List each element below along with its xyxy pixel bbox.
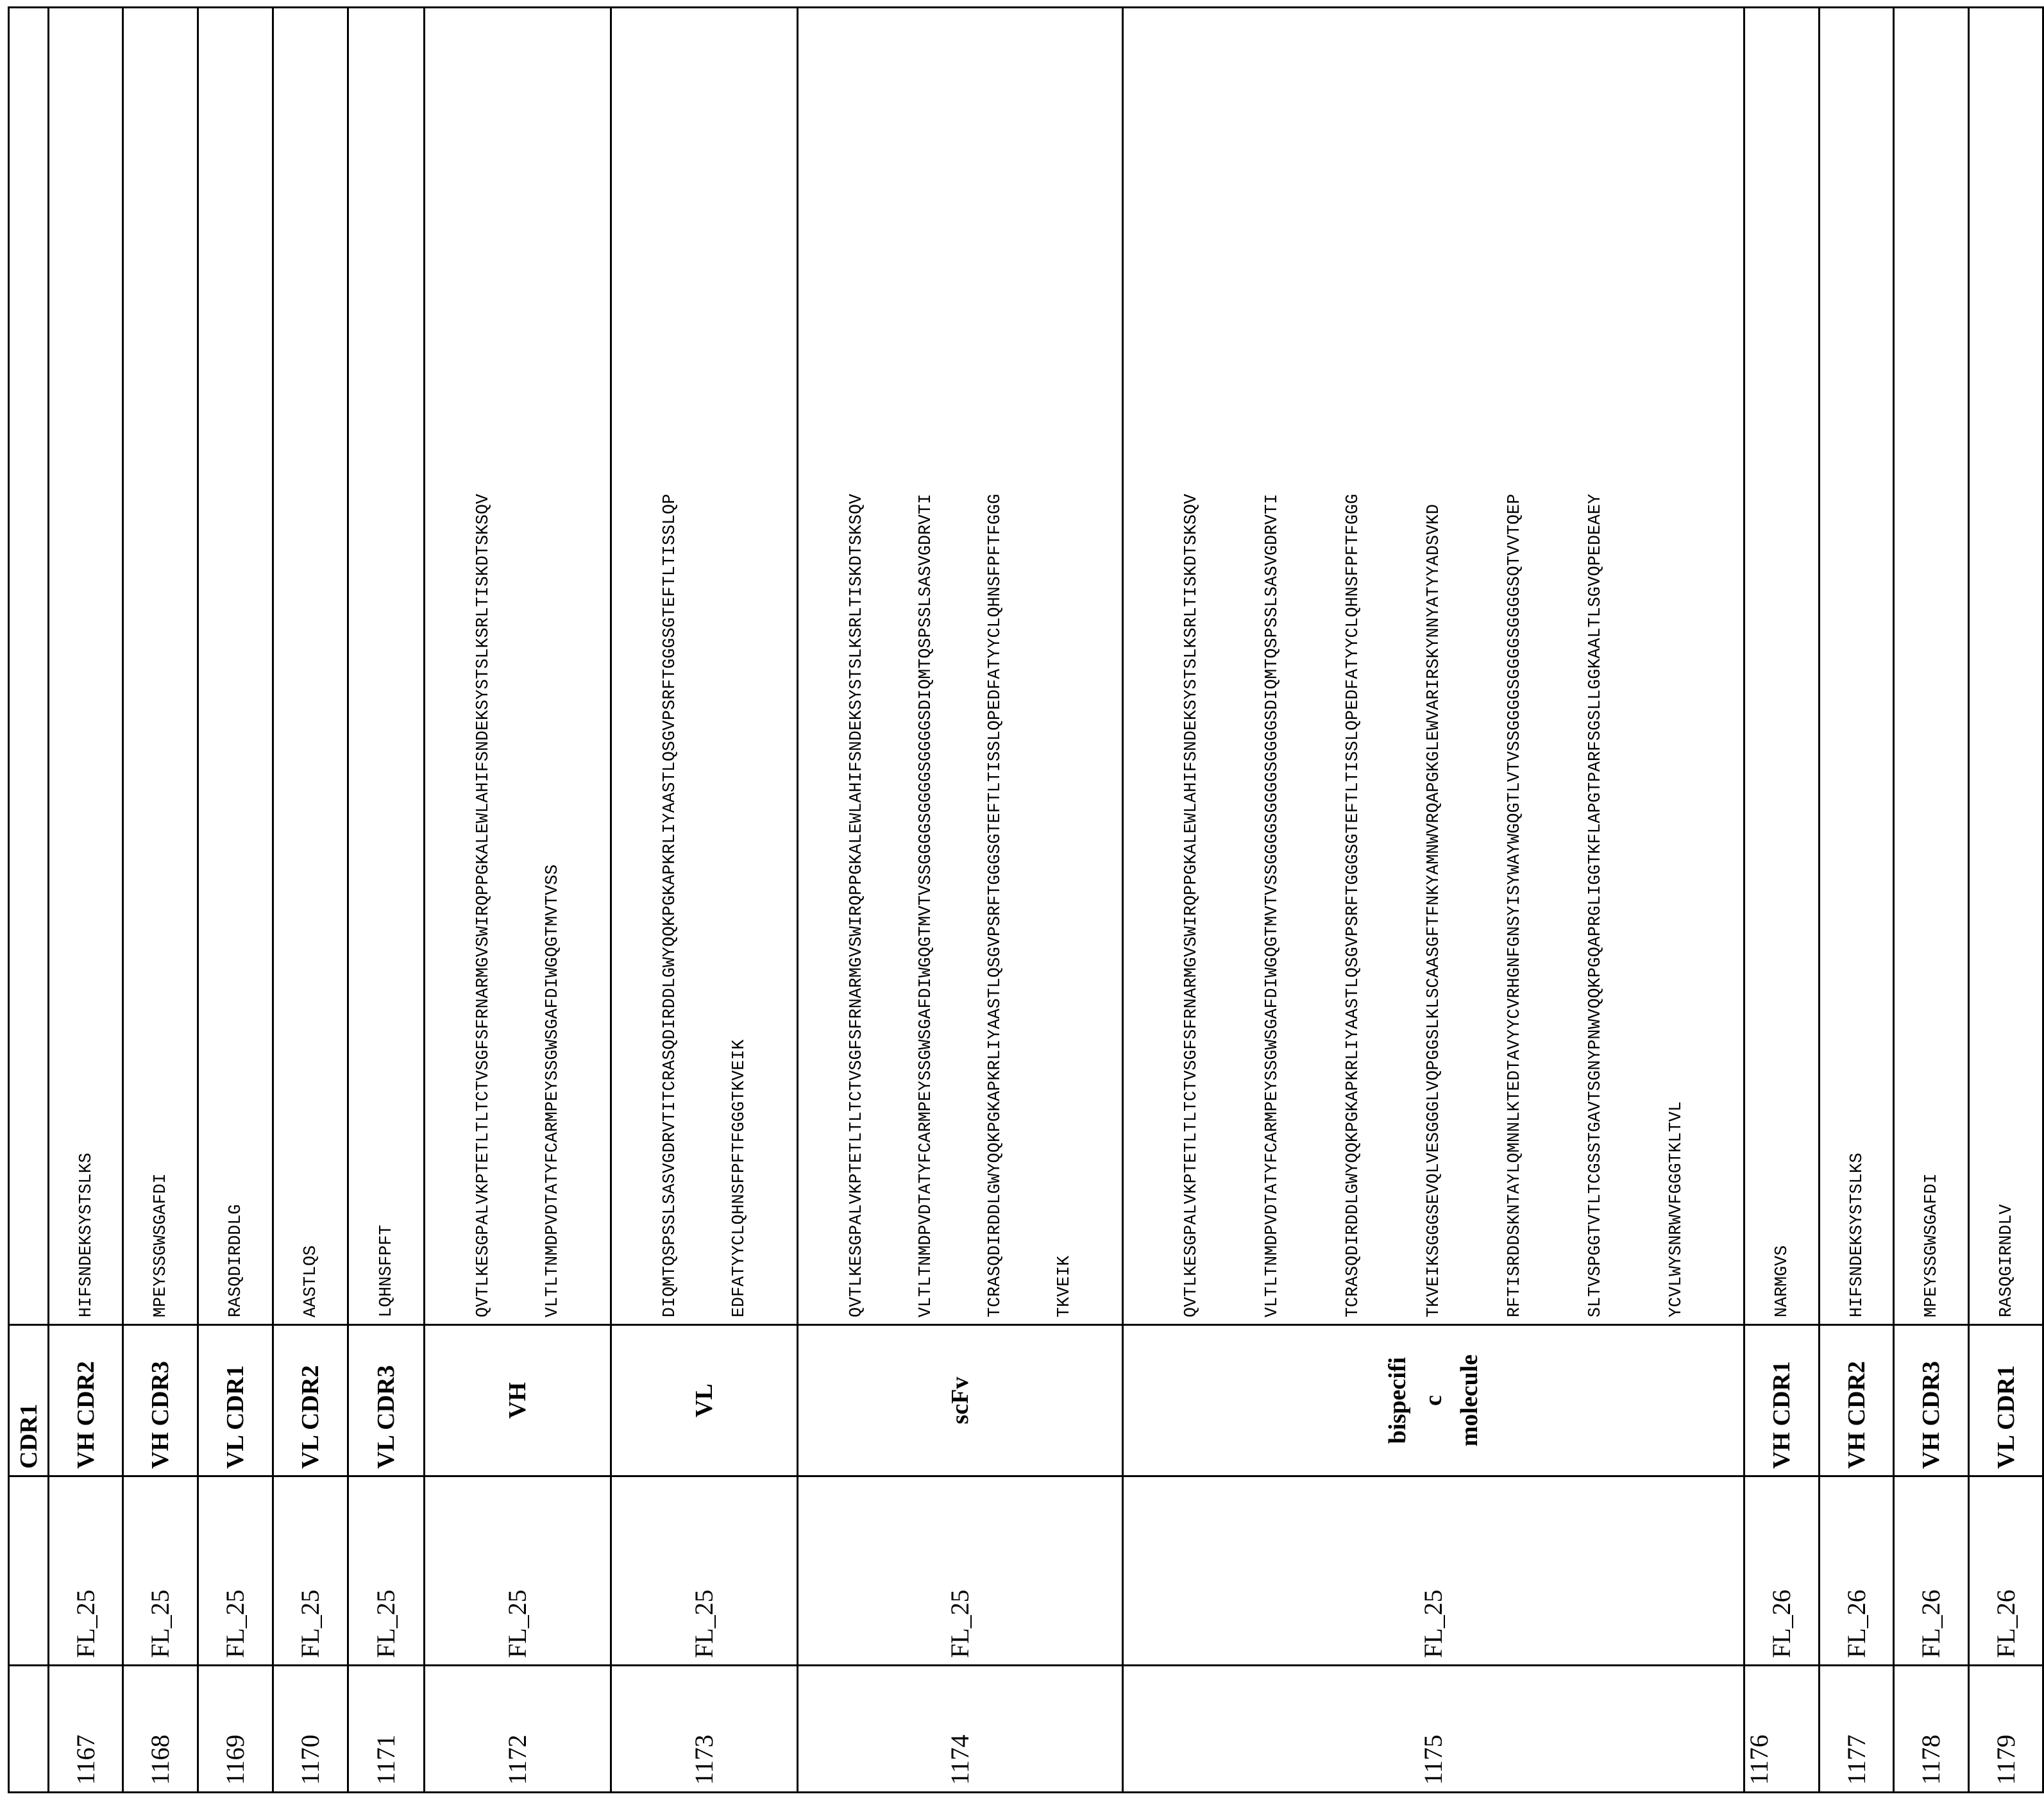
sequence-cell: NARMGVS bbox=[1744, 8, 1820, 1325]
molecule-name-cell: FL_25 bbox=[425, 1476, 611, 1666]
seq-id-cell: 1178 bbox=[1894, 1666, 1969, 1793]
seq-id-cell: 1169 bbox=[198, 1666, 273, 1793]
rotated-page bbox=[8, 8, 2020, 1793]
sequence-cell: RASQDIRDDLG bbox=[198, 8, 273, 1325]
seq-id-cell: 1179 bbox=[1969, 1666, 2043, 1793]
region-type-cell: VH CDR2 bbox=[49, 1325, 123, 1476]
molecule-name-cell: FL_25 bbox=[273, 1476, 348, 1666]
table-row bbox=[611, 8, 798, 1793]
table-row bbox=[198, 8, 273, 1793]
table-row bbox=[273, 8, 348, 1793]
seq-id-cell: 1168 bbox=[123, 1666, 198, 1793]
molecule-name-cell: FL_26 bbox=[1744, 1476, 1820, 1666]
molecule-name-cell: FL_25 bbox=[49, 1476, 123, 1666]
region-type-cell: VH CDR2 bbox=[1820, 1325, 1894, 1476]
molecule-name-cell bbox=[9, 1476, 49, 1666]
molecule-name-cell: FL_25 bbox=[1123, 1476, 1744, 1666]
sequence-cell: LQHNSFPFT bbox=[348, 8, 425, 1325]
region-type-cell: VH bbox=[425, 1325, 611, 1476]
seq-id-cell: 1170 bbox=[273, 1666, 348, 1793]
region-type-cell: bispecifi c molecule bbox=[1123, 1325, 1744, 1476]
seq-id-cell: 1176 bbox=[1744, 1666, 1820, 1793]
table-row bbox=[348, 8, 425, 1793]
seq-id-cell: 1167 bbox=[49, 1666, 123, 1793]
sequence-cell: MPEYSSGWSGAFDI bbox=[1894, 8, 1969, 1325]
table-row bbox=[49, 8, 123, 1793]
molecule-name-cell: FL_25 bbox=[123, 1476, 198, 1666]
table-row bbox=[1744, 8, 1820, 1793]
region-type-cell: VH CDR3 bbox=[123, 1325, 198, 1476]
region-type-cell: VL CDR1 bbox=[1969, 1325, 2043, 1476]
sequence-table bbox=[8, 6, 2044, 1793]
table-row bbox=[1123, 8, 1744, 1793]
region-type-cell: VL CDR3 bbox=[348, 1325, 425, 1476]
table-row bbox=[123, 8, 198, 1793]
sequence-cell: QVTLKESGPALVKPTETLTLTCTVSGFSFRNARMGVSWIRQPPGKALEWLAHIFSNDEKSYSTSLKSRLTISKDTSKSQV VLTLTNMDPVDTATYFCARMPEYSSGWSGAFDIWGQGTMVTVSSGGGGSGGGGSGGGGSDIQMTQSPSSLSASVGDRVTI TCRASQDIRDDLGWYQQKPGKAPKRLIYAASTLQSGVPSRFTGGGSGTEFTLTISSLQPEDFATYYCLQHNSFPFTFGGG TKVEIKSGGGSEVQLVESGGGLVQPGGSLKLSCAASGFTFNKYAMNWVRQAPGKGLEWVARIRSKYNNYATYYADSVKD RFTISRDDSKNTAYLQMNNLKTEDTAVYYCVRHGNFGNSYISYWAYWGQGTLVTVSSGGGGSGGGGSGGGGSQTVVTQEP SLTVSPGGTVTLTCGSSTGAVTSGNYPNWVQQKPGQAPRGLIGGTKFLAPGTPARFSGSLLGGKAALTLSGVQPEDEAEY YCVLWYSNRWVFGGGTKLTVL bbox=[1123, 8, 1744, 1325]
sequence-cell: AASTLQS bbox=[273, 8, 348, 1325]
sequence-cell: QVTLKESGPALVKPTETLTLTCTVSGFSFRNARMGVSWIRQPPGKALEWLAHIFSNDEKSYSTSLKSRLTISKDTSKSQV VLTLTNMDPVDTATYFCARMPEYSSGWSGAFDIWGQGTMVTVSS bbox=[425, 8, 611, 1325]
seq-id-cell: 1175 bbox=[1123, 1666, 1744, 1793]
region-type-cell: CDR1 bbox=[9, 1325, 49, 1476]
table-row bbox=[798, 8, 1123, 1793]
region-type-cell: VH CDR1 bbox=[1744, 1325, 1820, 1476]
seq-id-cell: 1172 bbox=[425, 1666, 611, 1793]
molecule-name-cell: FL_26 bbox=[1969, 1476, 2043, 1666]
molecule-name-cell: FL_25 bbox=[611, 1476, 798, 1666]
seq-id-cell: 1171 bbox=[348, 1666, 425, 1793]
seq-id-cell: 1174 bbox=[798, 1666, 1123, 1793]
seq-id-cell: 1173 bbox=[611, 1666, 798, 1793]
molecule-name-cell: FL_25 bbox=[198, 1476, 273, 1666]
sequence-cell: DIQMTQSPSSLSASVGDRVTITCRASQDIRDDLGWYQQKPGKAPKRLIYAASTLQSGVPSRFTGGGSGTEFTLTISSLQP EDFATYYCLQHNSFPFTFGGGTKVEIK bbox=[611, 8, 798, 1325]
table-row bbox=[425, 8, 611, 1793]
region-type-cell: VL CDR2 bbox=[273, 1325, 348, 1476]
molecule-name-cell: FL_26 bbox=[1894, 1476, 1969, 1666]
sequence-cell: HIFSNDEKSYSTSLKS bbox=[49, 8, 123, 1325]
table-row bbox=[9, 8, 49, 1793]
table-row bbox=[1820, 8, 1894, 1793]
table-row bbox=[1894, 8, 1969, 1793]
sequence-cell: RASQGIRNDLV bbox=[1969, 8, 2043, 1325]
molecule-name-cell: FL_26 bbox=[1820, 1476, 1894, 1666]
sequence-cell bbox=[9, 8, 49, 1325]
region-type-cell: VL CDR1 bbox=[198, 1325, 273, 1476]
seq-id-cell: 1177 bbox=[1820, 1666, 1894, 1793]
table-row bbox=[1969, 8, 2043, 1793]
region-type-cell: scFv bbox=[798, 1325, 1123, 1476]
region-type-cell: VL bbox=[611, 1325, 798, 1476]
sequence-cell: QVTLKESGPALVKPTETLTLTCTVSGFSFRNARMGVSWIRQPPGKALEWLAHIFSNDEKSYSTSLKSRLTISKDTSKSQV VLTLTNMDPVDTATYFCARMPEYSSGWSGAFDIWGQGTMVTVSSGGGGSGGGGSGGGGSDIQMTQSPSSLSASVGDRVTI TCRASQDIRDDLGWYQQKPGKAPKRLIYAASTLQSGVPSRFTGGGSGTEFTLTISSLQPEDFATYYCLQHNSFPFTFGGG TKVEIK bbox=[798, 8, 1123, 1325]
sequence-cell: HIFSNDEKSYSTSLKS bbox=[1820, 8, 1894, 1325]
sequence-cell: MPEYSSGWSGAFDI bbox=[123, 8, 198, 1325]
seq-id-cell bbox=[9, 1666, 49, 1793]
molecule-name-cell: FL_25 bbox=[798, 1476, 1123, 1666]
molecule-name-cell: FL_25 bbox=[348, 1476, 425, 1666]
region-type-cell: VH CDR3 bbox=[1894, 1325, 1969, 1476]
